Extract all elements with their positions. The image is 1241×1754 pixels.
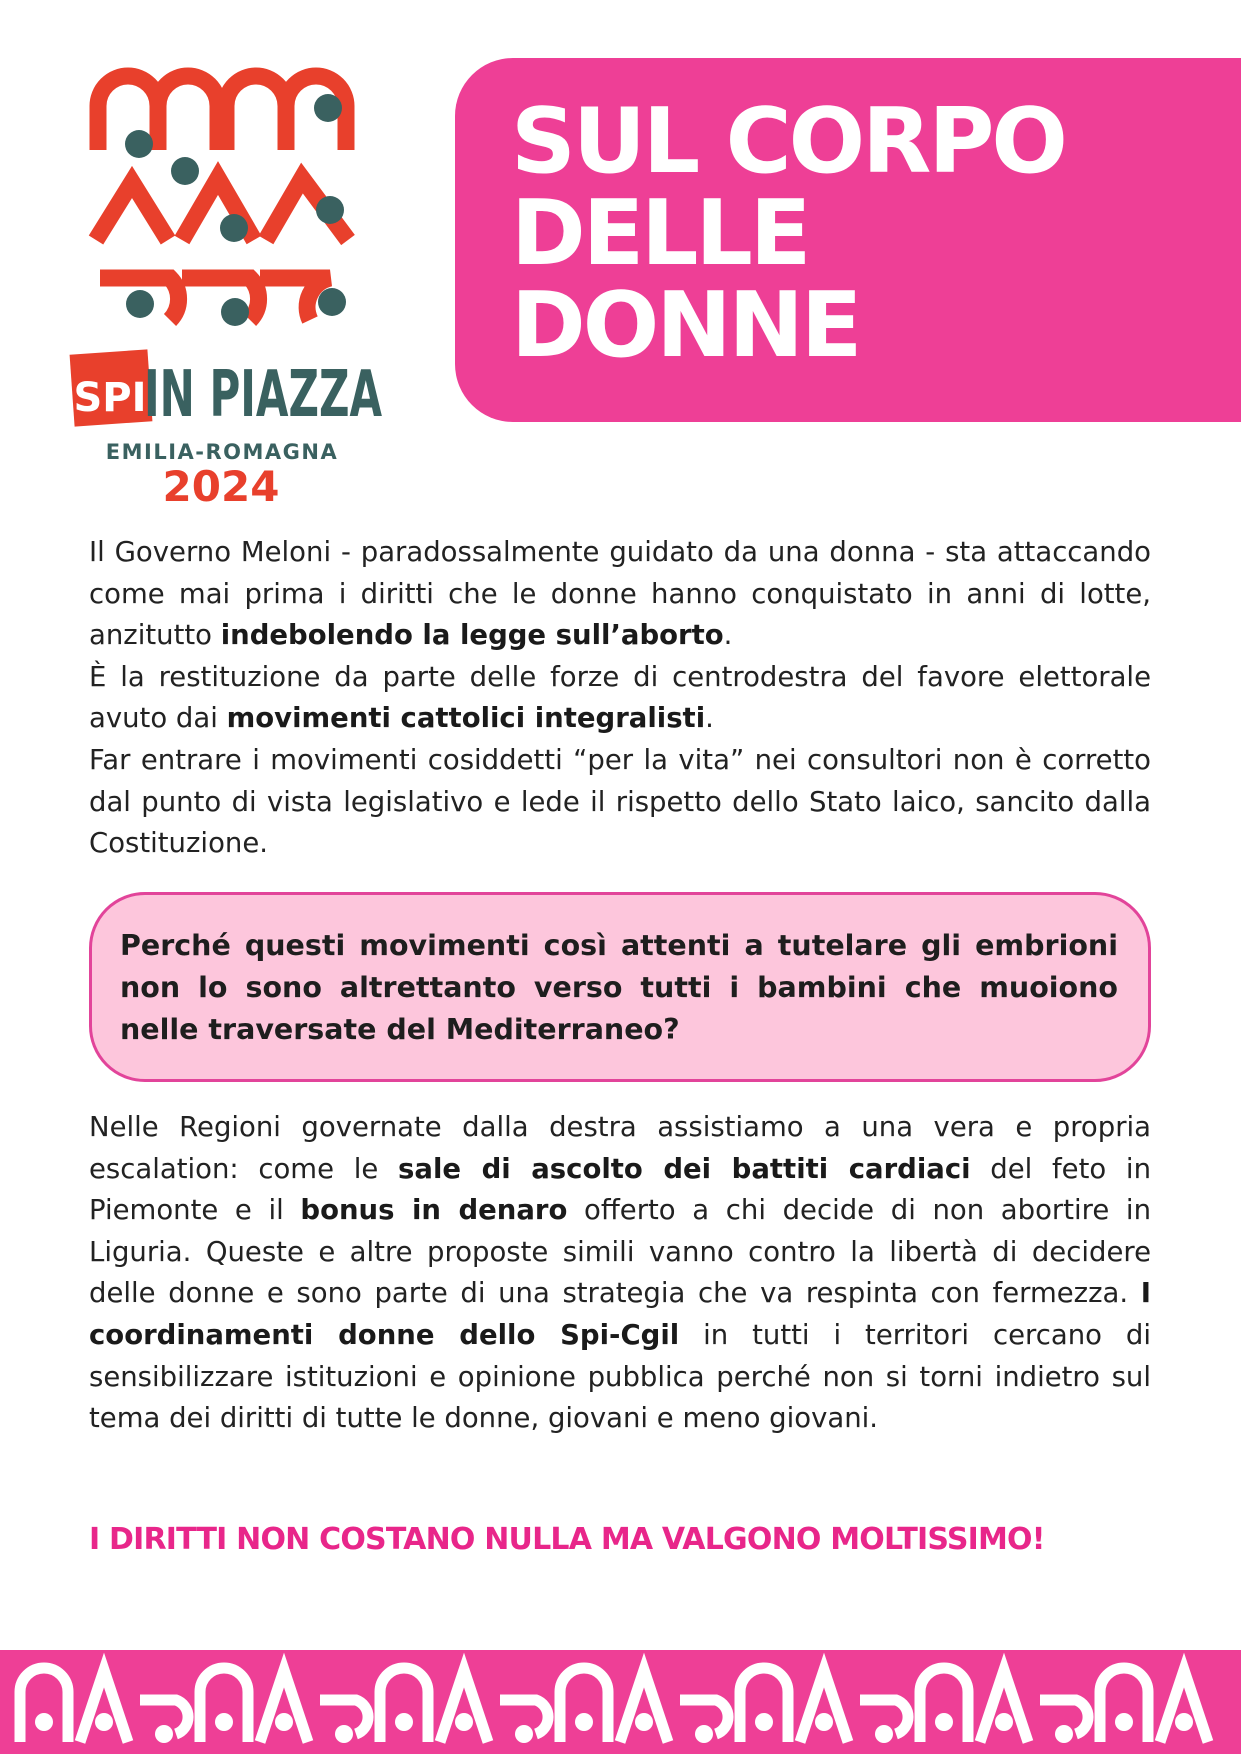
body-paragraph xyxy=(89,1107,1151,1440)
title-banner xyxy=(455,58,1241,422)
bold-text: indebolendo la legge sull’aborto xyxy=(220,619,724,652)
intro-paragraph xyxy=(89,532,1151,865)
page-title: SUL CORPO DELLE DONNE xyxy=(511,89,1065,378)
footer-dot xyxy=(995,1713,1013,1731)
footer-dot xyxy=(1055,1725,1073,1743)
text-run: . xyxy=(723,619,733,652)
question-callout xyxy=(89,892,1151,1082)
logo-region: EMILIA-ROMAGNA xyxy=(105,440,339,464)
bold-text: bonus in denaro xyxy=(300,1194,568,1227)
footer-dot xyxy=(635,1713,653,1731)
text-run: È la restituzione da parte delle forze di centrodestra del favore elettorale avuto dai xyxy=(89,660,1151,735)
callout-text: Perché questi movimenti così attenti a tutelare gli embrioni non lo sono altrettanto verso tutti i bambini che muoiono nelle traversate del Mediterraneo? xyxy=(120,929,1118,1046)
text-run: Far entrare i movimenti cosiddetti “per la vita” nei consultori non è corretto dal punto di vista legislativo e lede il rispetto dello Stato laico, sancito dalla Costituzione. xyxy=(89,743,1151,860)
text-run: del feto in Piemonte e il xyxy=(89,1152,1151,1227)
footer-dot xyxy=(695,1725,713,1743)
bold-text: sale di ascolto dei battiti cardiaci xyxy=(398,1152,971,1185)
footer-dot xyxy=(275,1713,293,1731)
text-run: offerto a chi decide di non abortire in Liguria. Queste e altre proposte simili vanno contro la libertà di decidere delle donne e sono parte di una strategia che va respinta con fermezza. xyxy=(89,1194,1151,1310)
footer-dot xyxy=(935,1713,953,1731)
logo-arches-pattern xyxy=(96,76,348,320)
footer-dot xyxy=(215,1713,233,1731)
footer-dot xyxy=(455,1713,473,1731)
footer-dot xyxy=(755,1713,773,1731)
footer-dot xyxy=(1175,1713,1193,1731)
footer-dot xyxy=(335,1725,353,1743)
footer-dot xyxy=(395,1713,413,1731)
spi-in-piazza-logo xyxy=(60,50,400,520)
footer-dot xyxy=(35,1713,53,1731)
text-run: Il Governo Meloni - paradossalmente guidato da una donna - sta attaccando come mai prima i diritti che le donne hanno conquistato in anni di lotte, anzitutto xyxy=(89,536,1151,652)
footer-dot xyxy=(95,1713,113,1731)
text-run: . xyxy=(705,702,714,735)
logo-name: IN PIAZZA xyxy=(144,358,383,432)
slogan: I DIRITTI NON COSTANO NULLA MA VALGONO MOLTISSIMO! xyxy=(89,1522,1045,1557)
footer-arches-border xyxy=(0,1614,1241,1754)
footer-dot xyxy=(155,1725,173,1743)
text-run: in tutti i territori cercano di sensibilizzare istituzioni e opinione pubblica perché non si torni indietro sul tema dei diritti di tutte le donne, giovani e meno giovani. xyxy=(89,1318,1151,1435)
logo-spi-badge xyxy=(70,349,153,426)
footer-dot xyxy=(515,1725,533,1743)
logo-year: 2024 xyxy=(162,462,280,511)
footer-dot xyxy=(575,1713,593,1731)
text-run: Nelle Regioni governate dalla destra assistiamo a una vera e propria escalation: come le xyxy=(89,1111,1151,1185)
footer-dot xyxy=(1115,1713,1133,1731)
logo-brand: SPI xyxy=(73,375,147,421)
bold-text: I coordinamenti donne dello Spi-Cgil xyxy=(89,1277,1151,1351)
footer-dot xyxy=(875,1725,893,1743)
bold-text: movimenti cattolici integralisti xyxy=(226,702,706,735)
footer-dot xyxy=(815,1713,833,1731)
